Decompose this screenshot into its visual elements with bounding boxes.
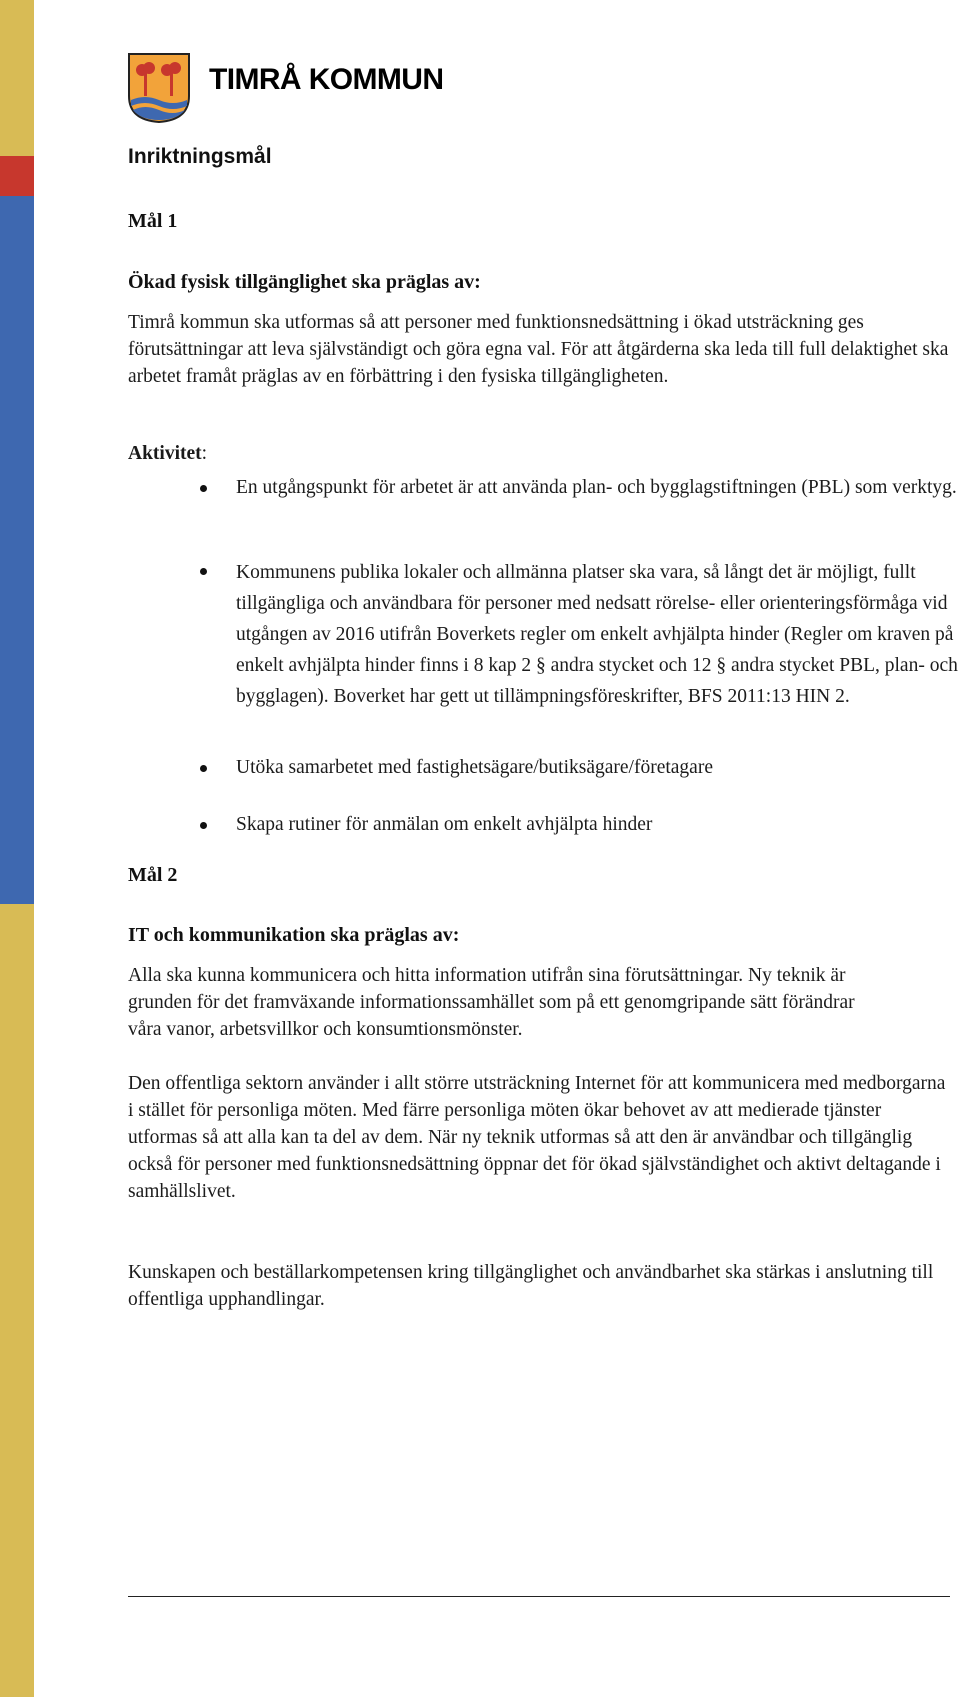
side-stripe-red — [0, 156, 34, 196]
goal-1-title: Ökad fysisk tillgänglighet ska präglas av: — [128, 271, 481, 293]
activity-heading — [128, 443, 207, 465]
list-item: Kommunens publika lokaler och allmänna platser ska vara, så långt det är möjligt, fullt tillgängliga och användbara för personer med nedsatt rörelse- eller orienteringsförmåga vid utgången av 2016 utifrån Boverkets regler om enkelt avhjälpta hinder (Regler om kraven på enkelt avhjälpta hinder finns i 8 kap 2 § andra stycket och 12 § andra stycket PBL, plan- och bygglagen). Boverket har gett ut tillämpningsföreskrifter, BFS 2011:13 HIN 2. — [198, 557, 958, 712]
activity-list — [198, 474, 958, 501]
activity-label: Aktivitet — [128, 443, 202, 464]
activity-list — [198, 754, 958, 781]
activity-colon: : — [201, 443, 208, 464]
side-stripe-blue — [0, 196, 34, 904]
list-item: En utgångspunkt för arbetet är att använda plan- och bygglagstiftningen (PBL) som verktyg. — [198, 474, 958, 501]
goal-2-paragraph: Den offentliga sektorn använder i allt större utsträckning Internet för att kommunicera med medborgarna i stället för personliga möten. Med färre personliga möten ökar behovet av att medierade tjänster utformas så att alla kan ta del av dem. När ny teknik utformas så att den är användbar och tillgänglig också för personer med funktionsnedsättning öppnar det för ökad självständighet och aktivt deltagande i samhällslivet. — [128, 1073, 946, 1202]
activity-list — [198, 557, 958, 712]
list-item: Skapa rutiner för anmälan om enkelt avhjälpta hinder — [198, 811, 958, 838]
goal-2-title: IT och kommunikation ska präglas av: — [128, 924, 460, 946]
side-stripe-yellow-bottom — [0, 904, 34, 1697]
coat-of-arms-icon — [127, 52, 191, 124]
page-heading: Inriktningsmål — [128, 145, 272, 168]
list-item: Utöka samarbetet med fastighetsägare/butiksägare/företagare — [198, 754, 958, 781]
logo-wordmark: TIMRÅ KOMMUN — [209, 63, 444, 96]
goal-2-paragraph: Alla ska kunna kommunicera och hitta information utifrån sina förutsättningar. Ny teknik är grunden för det framväxande informationssamhället som på ett genomgripande sätt förändrar våra vanor, arbetsvillkor och konsumtionsmönster. — [128, 965, 855, 1040]
goal-2-label: Mål 2 — [128, 864, 178, 886]
goal-1-label: Mål 1 — [128, 210, 178, 232]
goal-2-paragraph: Kunskapen och beställarkompetensen kring tillgänglighet och användbarhet ska stärkas i anslutning till offentliga upphandlingar. — [128, 1262, 934, 1310]
activity-list — [198, 811, 958, 838]
side-stripe-yellow-top — [0, 0, 34, 156]
footer-rule — [128, 1596, 950, 1597]
goal-1-text: Timrå kommun ska utformas så att personer med funktionsnedsättning i ökad utsträckning ges förutsättningar att leva självständigt och göra egna val. För att åtgärderna ska leda till full delaktighet ska arbetet framåt präglas av en förbättring i den fysiska tillgängligheten. — [128, 312, 949, 387]
municipality-logo — [127, 52, 447, 124]
